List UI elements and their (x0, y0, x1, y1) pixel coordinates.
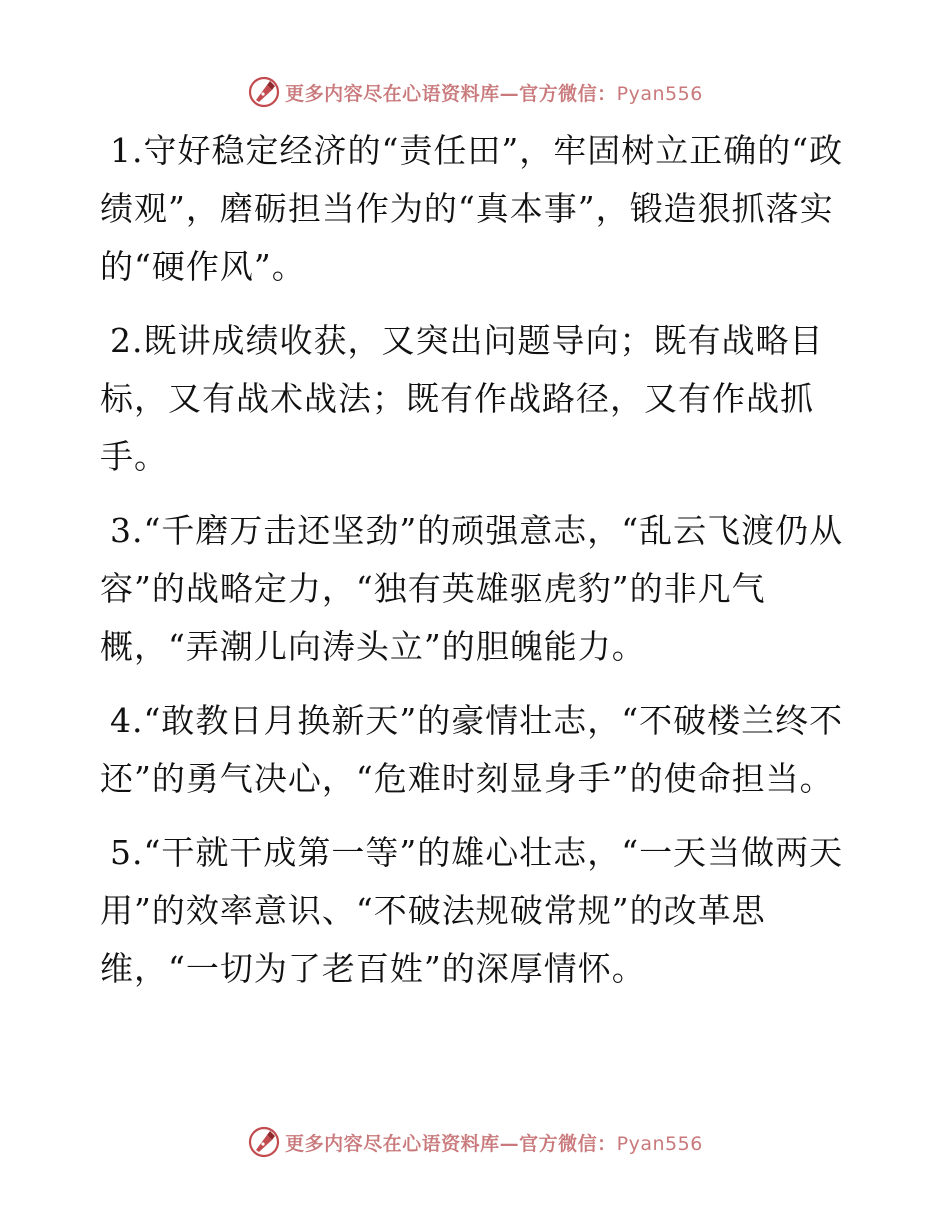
paragraph-1: 1.守好稳定经济的“责任田”，牢固树立正确的“政绩观”，磨砺担当作为的“真本事”，锻造狠抓落实的“硬作风”。 (100, 131, 844, 286)
document-body (100, 122, 860, 1014)
footer-banner-text: 更多内容尽在心语资料库—官方微信：Pyan556 (285, 1132, 703, 1155)
paragraph-4: 4.“敢教日月换新天”的豪情壮志，“不破楼兰终不还”的勇气决心，“危难时刻显身手”的使命担当。 (100, 701, 844, 798)
paragraph-3: 3.“千磨万击还坚劲”的顽强意志，“乱云飞渡仍从容”的战略定力，“独有英雄驱虎豹”的非凡气概，“弄潮儿向涛头立”的胆魄能力。 (100, 511, 844, 666)
paragraph-5: 5.“干就干成第一等”的雄心壮志，“一天当做两天用”的效率意识、“不破法规破常规”的改革思维，“一切为了老百姓”的深厚情怀。 (100, 833, 844, 988)
header-banner-text: 更多内容尽在心语资料库—官方微信：Pyan556 (285, 82, 703, 105)
footer-banner (0, 1122, 950, 1162)
paragraph-2: 2.既讲成绩收获，又突出问题导向；既有战略目标，又有战术战法；既有作战路径，又有作战抓手。 (100, 321, 824, 476)
header-banner (0, 72, 950, 112)
pen-nib-logo-icon (247, 1125, 281, 1159)
pen-nib-logo-icon (247, 75, 281, 109)
